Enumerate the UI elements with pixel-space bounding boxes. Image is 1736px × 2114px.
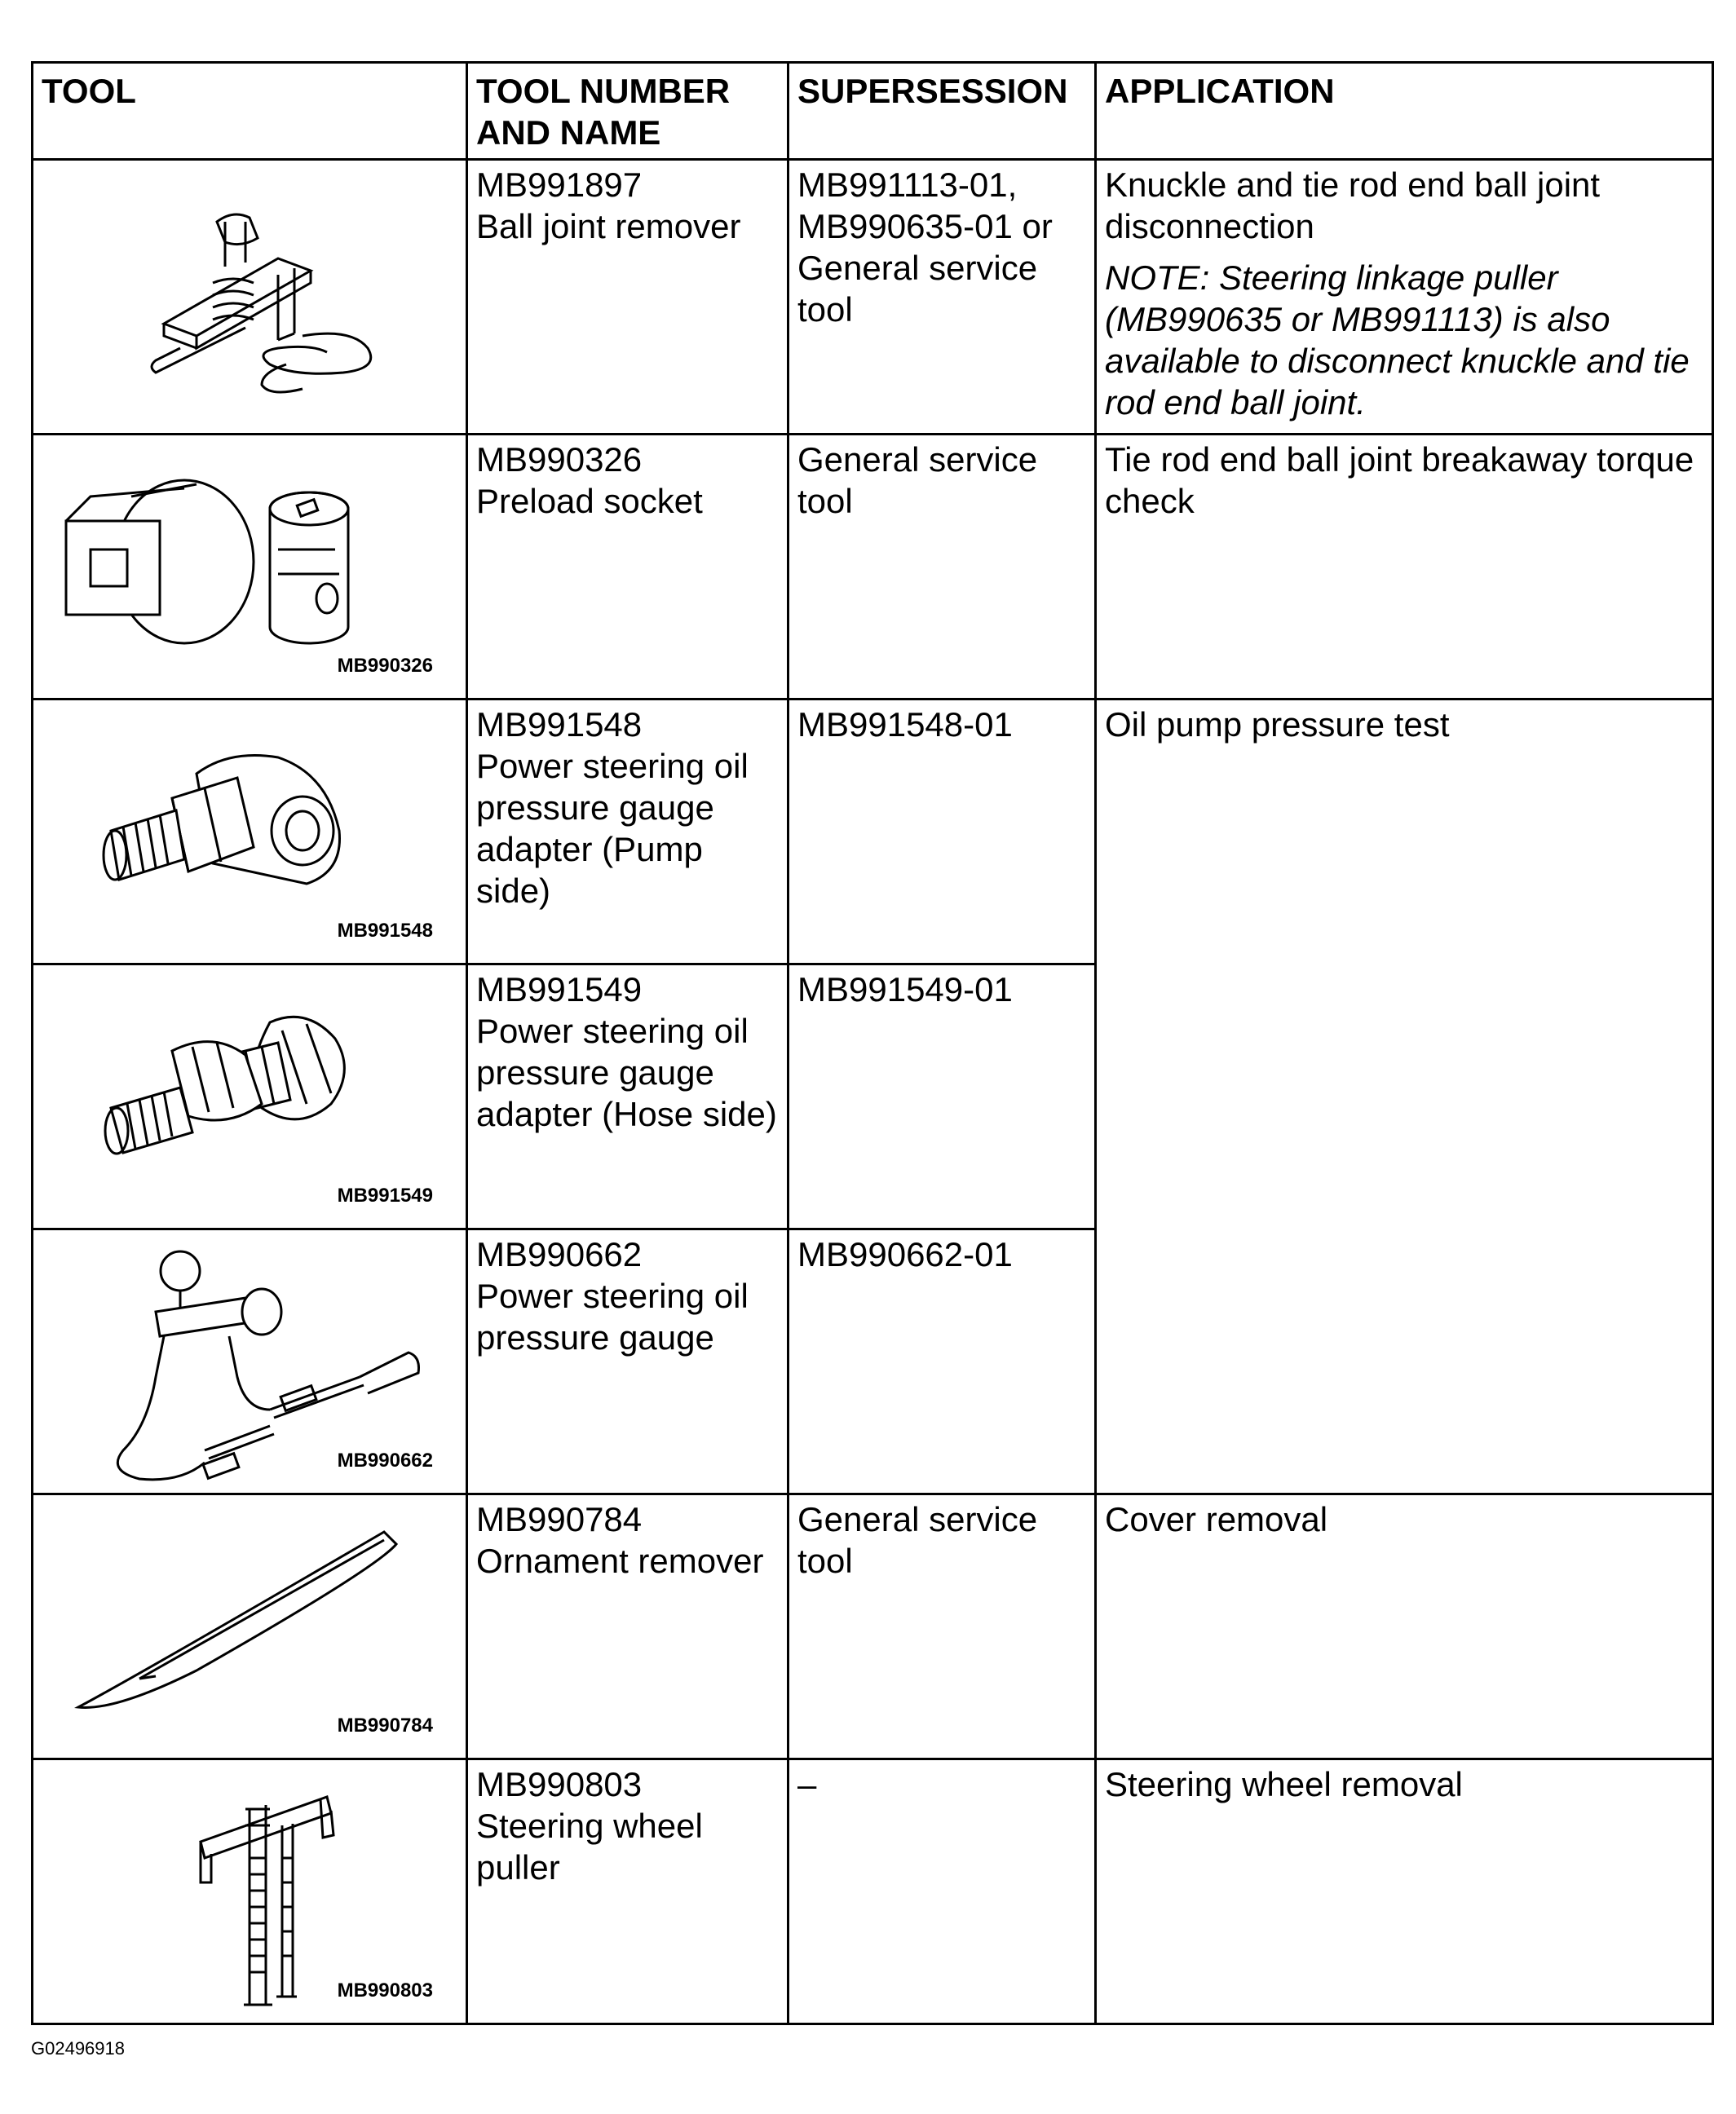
tool-number-name-cell (467, 435, 788, 700)
tool-name: Ornament remover (476, 1542, 764, 1580)
application-cell (1096, 160, 1713, 435)
special-tools-table (31, 61, 1714, 2025)
application-cell: Steering wheel removal (1096, 1759, 1713, 2024)
tool-number-name-cell (467, 964, 788, 1229)
header-row (33, 63, 1713, 160)
tool-image-cell (33, 1759, 467, 2024)
application-cell: Oil pump pressure test (1096, 700, 1713, 1494)
table-row (33, 1494, 1713, 1759)
tool-image-cell (33, 160, 467, 435)
tool-number: MB990326 (476, 440, 643, 479)
application-note: NOTE: Steering linkage puller (MB990635 or MB991113) is also available to disconnect knuckle and tie rod end ball joint. (1105, 258, 1690, 421)
tool-image-caption: MB991548 (337, 920, 433, 942)
tool-number-name-cell (467, 700, 788, 964)
header-application: APPLICATION (1096, 63, 1713, 160)
tool-number: MB991549 (476, 970, 643, 1008)
tool-number: MB990803 (476, 1765, 643, 1803)
tool-number-name-cell (467, 1229, 788, 1494)
tool-number-name-cell (467, 160, 788, 435)
tool-number: MB990662 (476, 1235, 643, 1273)
tool-number-name-cell (467, 1494, 788, 1759)
tool-number: MB990784 (476, 1500, 643, 1538)
table-row (33, 1759, 1713, 2024)
tool-image-caption: MB991549 (337, 1185, 433, 1207)
table-row (33, 435, 1713, 700)
ball-joint-remover-icon (33, 161, 468, 430)
tool-number-name-cell (467, 1759, 788, 2024)
tool-name: Power steering oil pressure gauge adapter (Hose side) (476, 1012, 777, 1133)
tool-name: Power steering oil pressure gauge (476, 1277, 749, 1357)
tool-image-caption: MB990784 (337, 1715, 433, 1737)
supersession-cell: MB991113-01, MB990635-01 or General service tool (788, 160, 1096, 435)
supersession-cell: MB991549-01 (788, 964, 1096, 1229)
header-supersession: SUPERSESSION (788, 63, 1096, 160)
tool-name: Power steering oil pressure gauge adapter (Pump side) (476, 747, 749, 910)
supersession-cell: General service tool (788, 435, 1096, 700)
application-cell: Cover removal (1096, 1494, 1713, 1759)
application-cell: Tie rod end ball joint breakaway torque check (1096, 435, 1713, 700)
supersession-cell: General service tool (788, 1494, 1096, 1759)
header-number-name: TOOL NUMBER AND NAME (467, 63, 788, 160)
figure-id: G02496918 (31, 2038, 125, 2059)
tool-image-cell (33, 1494, 467, 1759)
tool-image-cell (33, 964, 467, 1229)
supersession-cell: MB990662-01 (788, 1229, 1096, 1494)
supersession-cell: – (788, 1759, 1096, 2024)
supersession-cell: MB991548-01 (788, 700, 1096, 964)
tool-name: Preload socket (476, 482, 703, 520)
application-text: Knuckle and tie rod end ball joint disconnection (1105, 166, 1601, 245)
tool-image-caption: MB990803 (337, 1979, 433, 2001)
header-tool: TOOL (33, 63, 467, 160)
tool-number: MB991548 (476, 705, 643, 744)
tool-name: Ball joint remover (476, 207, 741, 245)
tool-image-cell (33, 1229, 467, 1494)
tool-image-cell (33, 700, 467, 964)
tool-number: MB991897 (476, 166, 643, 204)
tool-image-caption: MB990326 (337, 655, 433, 677)
tool-image-cell (33, 435, 467, 700)
tool-image-caption: MB990662 (337, 1450, 433, 1472)
tool-name: Steering wheel puller (476, 1807, 703, 1887)
table-row (33, 700, 1713, 964)
table-row (33, 160, 1713, 435)
